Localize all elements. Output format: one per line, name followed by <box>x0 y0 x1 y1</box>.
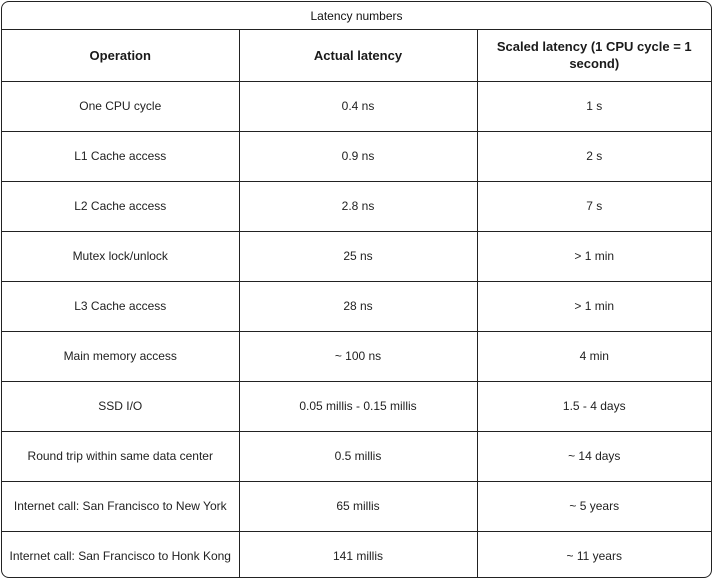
table-row <box>2 381 711 431</box>
table-row <box>2 281 711 331</box>
cell-scaled-latency: ~ 5 years <box>477 481 711 531</box>
cell-operation: L2 Cache access <box>2 181 239 231</box>
header-scaled-latency: Scaled latency (1 CPU cycle = 1 second) <box>477 30 711 81</box>
cell-actual-latency: 0.5 millis <box>239 431 477 481</box>
cell-operation: Internet call: San Francisco to New York <box>2 481 239 531</box>
cell-scaled-latency: 1.5 - 4 days <box>477 381 711 431</box>
cell-actual-latency: ~ 100 ns <box>239 331 477 381</box>
cell-scaled-latency: ~ 14 days <box>477 431 711 481</box>
table-row <box>2 481 711 531</box>
latency-table-container <box>1 1 712 578</box>
table-row <box>2 431 711 481</box>
cell-scaled-latency: 2 s <box>477 131 711 181</box>
cell-actual-latency: 65 millis <box>239 481 477 531</box>
table-row <box>2 331 711 381</box>
cell-operation: L1 Cache access <box>2 131 239 181</box>
cell-scaled-latency: > 1 min <box>477 231 711 281</box>
cell-actual-latency: 28 ns <box>239 281 477 331</box>
header-actual-latency: Actual latency <box>239 30 477 81</box>
cell-actual-latency: 141 millis <box>239 531 477 578</box>
cell-actual-latency: 2.8 ns <box>239 181 477 231</box>
cell-operation: Round trip within same data center <box>2 431 239 481</box>
cell-operation: Main memory access <box>2 331 239 381</box>
cell-actual-latency: 0.9 ns <box>239 131 477 181</box>
cell-operation: Internet call: San Francisco to Honk Kong <box>2 531 239 578</box>
cell-scaled-latency: 1 s <box>477 81 711 131</box>
cell-operation: Mutex lock/unlock <box>2 231 239 281</box>
latency-table <box>2 30 711 578</box>
table-row <box>2 231 711 281</box>
cell-scaled-latency: ~ 11 years <box>477 531 711 578</box>
cell-scaled-latency: > 1 min <box>477 281 711 331</box>
header-operation: Operation <box>2 30 239 81</box>
cell-operation: SSD I/O <box>2 381 239 431</box>
cell-actual-latency: 0.4 ns <box>239 81 477 131</box>
table-row <box>2 81 711 131</box>
cell-actual-latency: 0.05 millis - 0.15 millis <box>239 381 477 431</box>
cell-operation: L3 Cache access <box>2 281 239 331</box>
cell-operation: One CPU cycle <box>2 81 239 131</box>
cell-actual-latency: 25 ns <box>239 231 477 281</box>
table-row <box>2 131 711 181</box>
table-title: Latency numbers <box>2 2 711 30</box>
table-row <box>2 531 711 578</box>
cell-scaled-latency: 7 s <box>477 181 711 231</box>
table-row <box>2 181 711 231</box>
header-row <box>2 30 711 81</box>
cell-scaled-latency: 4 min <box>477 331 711 381</box>
